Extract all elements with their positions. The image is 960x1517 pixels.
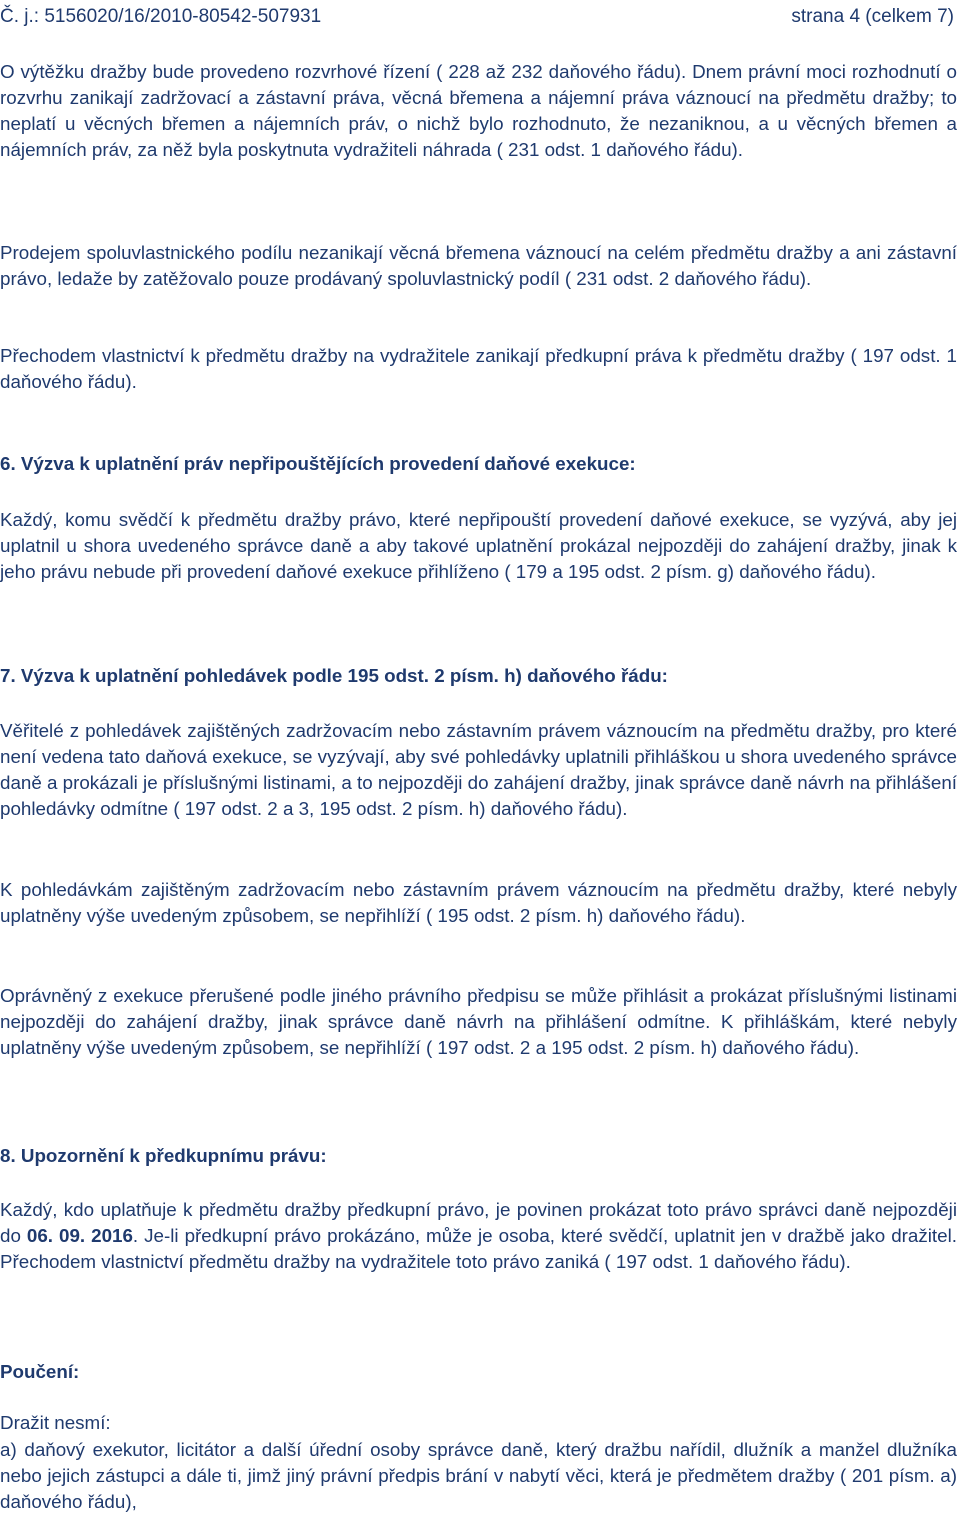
paragraph-rozvrh: O výtěžku dražby bude provedeno rozvrhové řízení ( 228 až 232 daňového řádu). Dnem právní moci rozhodnutí o rozvrhu zanikají zadržovací a zástavní práva, věcná břemena a nájemní práva váznoucí na předmětu dražby; to neplatí u věcných břemen a nájemních práv, o nichž bylo rozhodnuto, že nezaniknou, a u věcných břemen a nájemních práv, za něž byla poskytnuta vydražiteli náhrada ( 231 odst. 1 daňového řádu). xyxy=(0,61,957,160)
section-6-heading: 6. Výzva k uplatnění práv nepřipouštějících provedení daňové exekuce: xyxy=(0,453,636,474)
paragraph-spoluvlastnicky-podil: Prodejem spoluvlastnického podílu nezanikají věcná břemena váznoucí na celém předmětu dražby a ani zástavní právo, ledaže by zatěžovalo pouze prodávaný spoluvlastnický podíl ( 231 odst. 2 daňového řádu). xyxy=(0,242,957,289)
reference-number: Č. j.: 5156020/16/2010-80542-507931 xyxy=(0,6,322,27)
paragraph-veritele: Věřitelé z pohledávek zajištěných zadržovacím nebo zástavním právem váznoucím na předmětu dražby, pro které není vedena tato daňová exekuce, se vyzývají, aby své pohledávky uplatnili přihláškou u shora uvedeného správce daně a prokázali je příslušnými listinami, a to nejpozději do zahájení dražby, jinak správce daně návrh na přihlášení pohledávky odmítne ( 197 odst. 2 a 3, 195 odst. 2 písm. h) daňového řádu). xyxy=(0,720,957,819)
drazit-nesmi-label: Dražit nesmí: xyxy=(0,1412,111,1433)
page-header xyxy=(0,4,960,34)
paragraph-pohledavky: K pohledávkám zajištěným zadržovacím nebo zástavním právem váznoucím na předmětu dražby, které nebyly uplatněny výše uvedeným způsobem, se nepřihlíží ( 195 odst. 2 písm. h) daňového řádu). xyxy=(0,879,957,926)
paragraph-predkupni-pravo-end: . Je-li předkupní právo prokázáno, může je osoba, které svědčí, uplatnit jen v dražbě jako dražitel. Přechodem vlastnictví předmětu dražby na vydražitele toto právo zaniká ( 197 odst. 1 daňového řádu). xyxy=(0,1225,957,1272)
page-count: strana 4 (celkem 7) xyxy=(791,6,954,27)
paragraph-predkupni-pravo-start: Každý, kdo uplatňuje k předmětu dražby předkupní právo, je povinen prokázat toto právo správci daně nejpozději do xyxy=(0,1199,957,1246)
paragraph-predkupni-prava: Přechodem vlastnictví k předmětu dražby na vydražitele zanikají předkupní práva k předmětu dražby ( 197 odst. 1 daňového řádu). xyxy=(0,345,957,392)
section-7-heading: 7. Výzva k uplatnění pohledávek podle 195 odst. 2 písm. h) daňového řádu: xyxy=(0,665,668,686)
paragraph-predkupni-pravo xyxy=(0,1197,957,1275)
paragraph-drazit-nesmi-a: a) daňový exekutor, licitátor a další úřední osoby správce daně, který dražbu nařídil, dlužník a manžel dlužníka nebo jejich zástupci a dále ti, jimž jiný právní předpis brání v nabytí věci, která je předmětem dražby ( 201 písm. a) daňového řádu), xyxy=(0,1439,957,1512)
deadline-date: 06. 09. 2016 xyxy=(26,1225,133,1246)
paragraph-opravneny: Oprávněný z exekuce přerušené podle jiného právního předpisu se může přihlásit a prokázat příslušnými listinami nejpozději do zahájení dražby, jinak správce daně návrh na přihlášení odmítne. K přihláškám, které nebyly uplatněny výše uvedeným způsobem, se nepřihlíží ( 197 odst. 2 a 195 odst. 2 písm. h) daňového řádu). xyxy=(0,985,957,1058)
section-8-heading: 8. Upozornění k předkupnímu právu: xyxy=(0,1145,327,1166)
paragraph-vyzva-prav: Každý, komu svědčí k předmětu dražby právo, které nepřipouští provedení daňové exekuce, se vyzývá, aby jej uplatnil u shora uvedeného správce daně a aby takové uplatnění prokázal nejpozději do zahájení dražby, jinak k jeho právu nebude při provedení daňové exekuce přihlíženo ( 179 a 195 odst. 2 písm. g) daňového řádu). xyxy=(0,509,957,582)
pouceni-heading: Poučení: xyxy=(0,1361,80,1382)
